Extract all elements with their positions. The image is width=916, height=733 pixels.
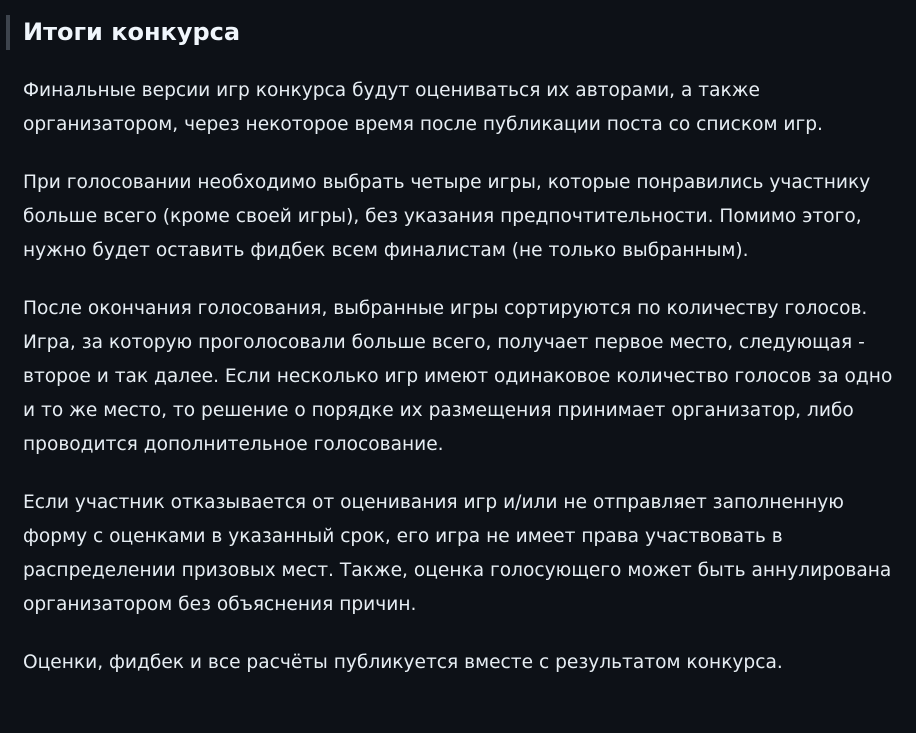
paragraph-evaluation: Финальные версии игр конкурса будут оцениваться их авторами, а также организатором, через некоторое время после публикации поста со списком игр. — [23, 80, 823, 135]
section-header — [6, 15, 240, 50]
paragraph-publication: Оценки, фидбек и все расчёты публикуется вместе с результатом конкурса. — [23, 652, 783, 673]
paragraph-disqualification: Если участник отказывается от оценивания игр и/или не отправляет заполненную форму с оценками в указанный срок, его игра не имеет права участвовать в распределении призовых мест. Также, оценка голосующего может быть аннулирована организатором без объяснения причин. — [23, 492, 892, 615]
heading-accent-bar — [6, 15, 10, 50]
paragraph-voting: При голосовании необходимо выбрать четыре игры, которые понравились участнику больше всего (кроме своей игры), без указания предпочтительности. Помимо этого, нужно будет оставить фидбек всем финалистам (не только выбранным). — [23, 172, 871, 261]
paragraph-ranking: После окончания голосования, выбранные игры сортируются по количеству голосов. Игра, за которую проголосовали больше всего, получает первое место, следующая - второе и так далее. Если несколько игр имеют одинаковое количество голосов за одно и то же место, то решение о порядке их размещения принимает организатор, либо проводится дополнительное голосование. — [23, 298, 893, 455]
section-body — [23, 74, 907, 680]
section-title: Итоги конкурса — [23, 18, 241, 46]
